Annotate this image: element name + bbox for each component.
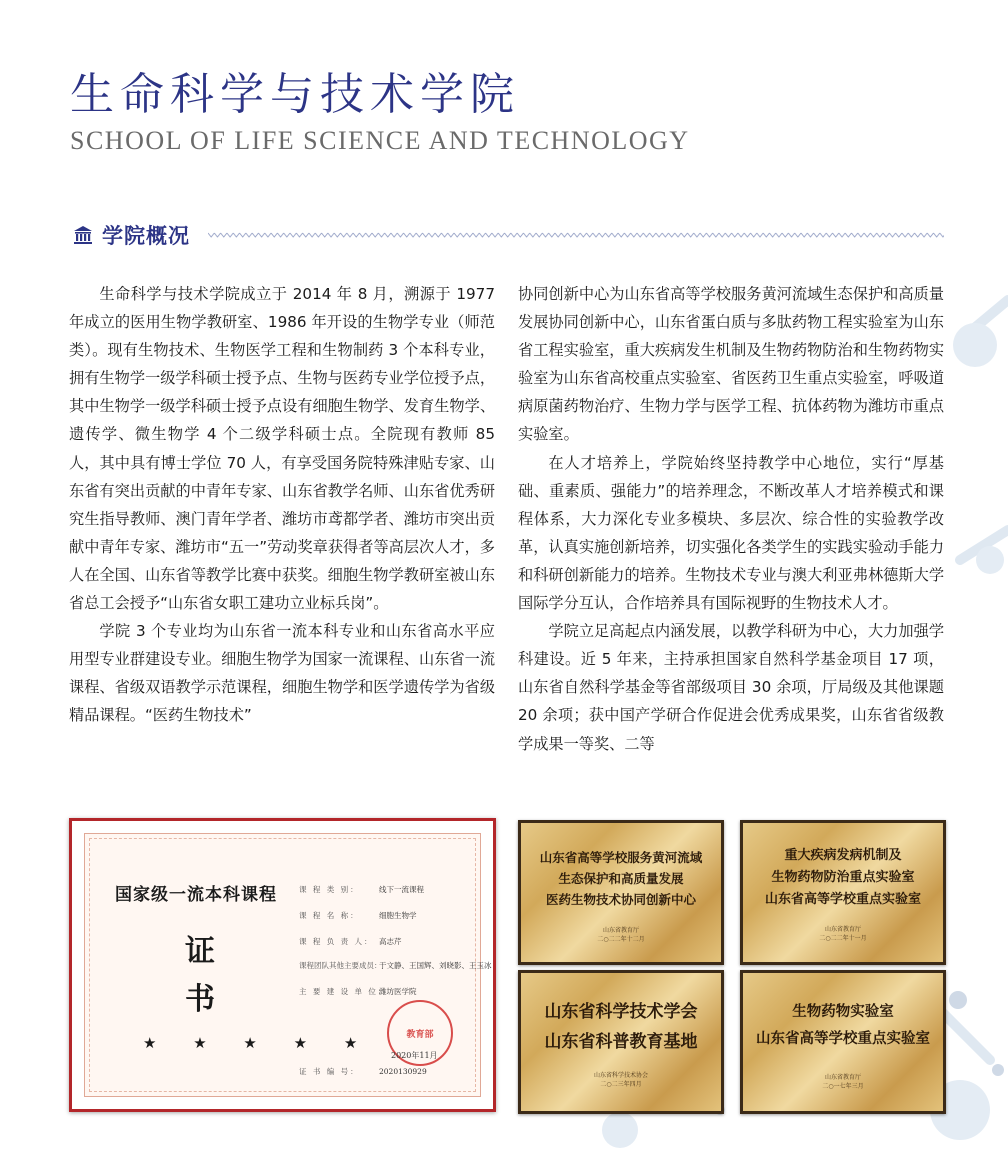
certificate-stars: ★ ★ ★ ★ ★ xyxy=(143,1034,374,1052)
certificate-field: 课程团队其他主要成员：于文静、王国辉、刘晓影、王玉冰 xyxy=(299,961,492,970)
section-header xyxy=(72,220,944,250)
paragraph-research: 学院立足高起点内涵发展，以教学科研为中心，大力加强学科建设。近 5 年来，主持承担国家自然科学基金项目 17 项，山东省自然科学基金等省部级项目 30 余项，厅局级及其他课题 20 余项；获中国产学研合作促进会优秀成果奖，山东省省级教学成果一等奖、二等 xyxy=(518,622,944,753)
page-title: 生命科学与技术学院 xyxy=(70,69,520,120)
certificate-char-1: 证 xyxy=(185,934,215,969)
certificate-photo xyxy=(69,818,496,1112)
plaque-biopharma-lab: 生物药物实验室 山东省高等学校重点实验室 山东省教育厅 二○一七年三月 xyxy=(740,970,946,1114)
page-subtitle: SCHOOL OF LIFE SCIENCE AND TECHNOLOGY xyxy=(70,126,690,155)
plaque-yellow-river-center: 山东省高等学校服务黄河流域 生态保护和高质量发展 医药生物技术协同创新中心 山东省教育厅 二○二二年十二月 xyxy=(518,820,724,965)
certificate-date: 2020年11月 xyxy=(391,1051,438,1060)
building-columns-icon xyxy=(72,224,94,246)
certificate-title: 国家级一流本科课程 xyxy=(115,885,277,905)
plaque-disease-mechanism-lab: 重大疾病发病机制及 生物药物防治重点实验室 山东省高等学校重点实验室 山东省教育厅 二○二二年十一月 xyxy=(740,820,946,965)
certificate-field: 课 程 名 称： 细胞生物学 xyxy=(299,911,417,920)
body-column-left xyxy=(69,280,495,730)
certificate-field: 课 程 类 别： 线下一流课程 xyxy=(299,885,424,894)
paragraph-overview: 生命科学与技术学院成立于 2014 年 8 月，溯源于 1977 年成立的医用生物学教研室、1986 年开设的生物学专业（师范类）。现有生物技术、生物医学工程和生物制药 3 个本科专业，拥有生物学一级学科硕士授予点、生物与医药专业学位授予点，其中生物学一级学科硕士授予点设有细胞生物学、发育生物学、遗传学、微生物学 4 个二级学科硕士点。全院现有教师 85 人，其中具有博士学位 70 人，有享受国务院特殊津贴专家、山东省有突出贡献的中青年专家、山东省教学名师、山东省优秀研究生指导教师、澳门青年学者、潍坊市鸢都学者、潍坊市突出贡献中青年专家、潍坊市“五一”劳动奖章获得者等高层次人才，多人在全国、山东省等教学比赛中获奖。细胞生物学教研室被山东省总工会授予“山东省女职工建功立业标兵岗”。 xyxy=(69,285,495,613)
certificate-char-2: 书 xyxy=(185,982,215,1017)
certificate-field: 证 书 编 号： 2020130929 xyxy=(299,1067,427,1076)
paragraph-majors: 学院 3 个专业均为山东省一流本科专业和山东省高水平应用型专业群建设专业。细胞生物学为国家一流课程、山东省一流课程、省级双语教学示范课程，细胞生物学和医学遗传学为省级精品课程。“医药生物技术” xyxy=(69,622,495,725)
paragraph-labs: 协同创新中心为山东省高等学校服务黄河流域生态保护和高质量发展协同创新中心，山东省蛋白质与多肽药物工程实验室为山东省工程实验室，重大疾病发生机制及生物药物防治和生物药物实验室为山东省高校重点实验室、省医药卫生重点实验室，呼吸道病原菌药物治疗、生物力学与医学工程、抗体药物为潍坊市重点实验室。 xyxy=(518,285,944,444)
certificate-field: 主 要 建 设 单 位：潍坊医学院 xyxy=(299,987,417,996)
certificate-frame xyxy=(84,833,492,1097)
certificate-field: 课 程 负 责 人： 高志芹 xyxy=(299,937,402,946)
paragraph-training: 在人才培养上，学院始终坚持教学中心地位，实行“厚基础、重素质、强能力”的培养理念，不断改革人才培养模式和课程体系，大力深化专业多模块、多层次、综合性的实验教学改革，认真实施创新培养，切实强化各类学生的实践实验动手能力和科研创新能力的培养。生物技术专业与澳大利亚弗林德斯大学国际学分互认，合作培养具有国际视野的生物技术人才。 xyxy=(518,453,944,613)
body-column-right xyxy=(518,280,944,758)
plaque-science-education-base: 山东省科学技术学会 山东省科普教育基地 山东省科学技术协会 二○二三年四月 xyxy=(518,970,724,1114)
section-divider xyxy=(208,231,944,239)
certificate-seal: 教育部 xyxy=(387,1000,453,1066)
section-title: 学院概况 xyxy=(102,223,190,248)
